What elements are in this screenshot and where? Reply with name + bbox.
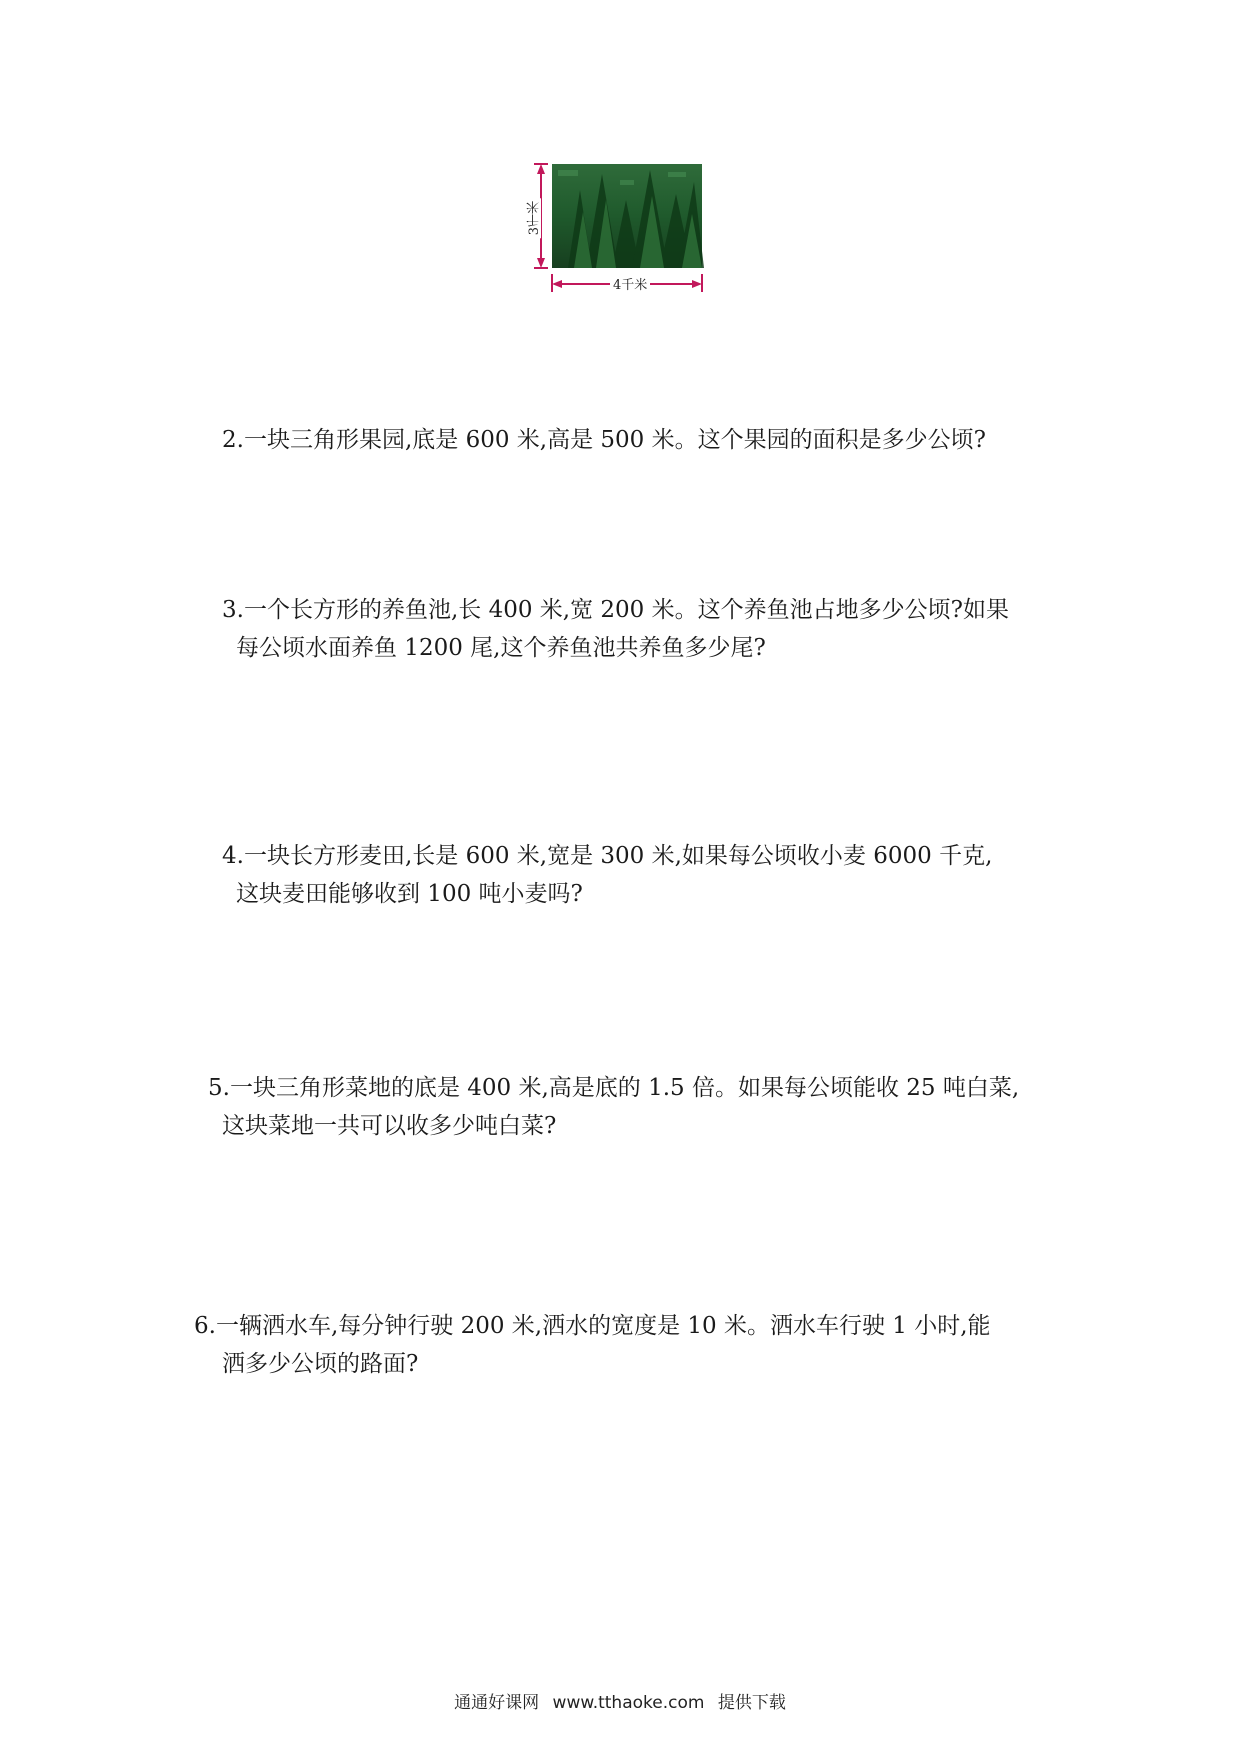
width-label: 4千米 [610,279,650,292]
question-4-line-1 [222,838,992,875]
question-3-line-2: 每公顷水面养鱼 1200 尾,这个养鱼池共养鱼多少尾? [236,635,766,661]
question-3-line-1 [222,592,1009,629]
page-footer [0,1688,1240,1713]
question-5-line-1 [208,1070,1019,1107]
height-label: 3千米 [528,198,541,238]
footer-suffix: 提供下载 [717,1693,786,1713]
question-text: 一辆洒水车,每分钟行驶 200 米,洒水的宽度是 10 米。洒水车行驶 1 小时,能 [215,1313,991,1339]
question-number: 2. [222,427,244,453]
question-number: 3. [222,597,244,623]
question-number: 5. [208,1075,230,1101]
question-text: 一块三角形果园,底是 600 米,高是 500 米。这个果园的面积是多少公顷? [243,427,986,453]
question-text: 一块三角形菜地的底是 400 米,高是底的 1.5 倍。如果每公顷能收 25 吨白菜, [229,1075,1020,1101]
question-5-line-2: 这块菜地一共可以收多少吨白菜? [222,1113,557,1139]
question-6-line-1 [194,1308,991,1345]
question-number: 4. [222,843,244,869]
question-text: 一块长方形麦田,长是 600 米,宽是 300 米,如果每公顷收小麦 6000 千克, [243,843,993,869]
question-2-line-1 [222,422,986,459]
question-number: 6. [194,1313,216,1339]
footer-url: www.tthaoke.com [552,1693,705,1713]
question-6-line-2: 洒多少公顷的路面? [222,1351,419,1377]
question-text: 一个长方形的养鱼池,长 400 米,宽 200 米。这个养鱼池占地多少公顷?如果 [243,597,1009,623]
footer-site-name: 通通好课网 [454,1693,540,1713]
forest-figure [528,160,728,300]
question-4-line-2: 这块麦田能够收到 100 吨小麦吗? [236,881,583,907]
